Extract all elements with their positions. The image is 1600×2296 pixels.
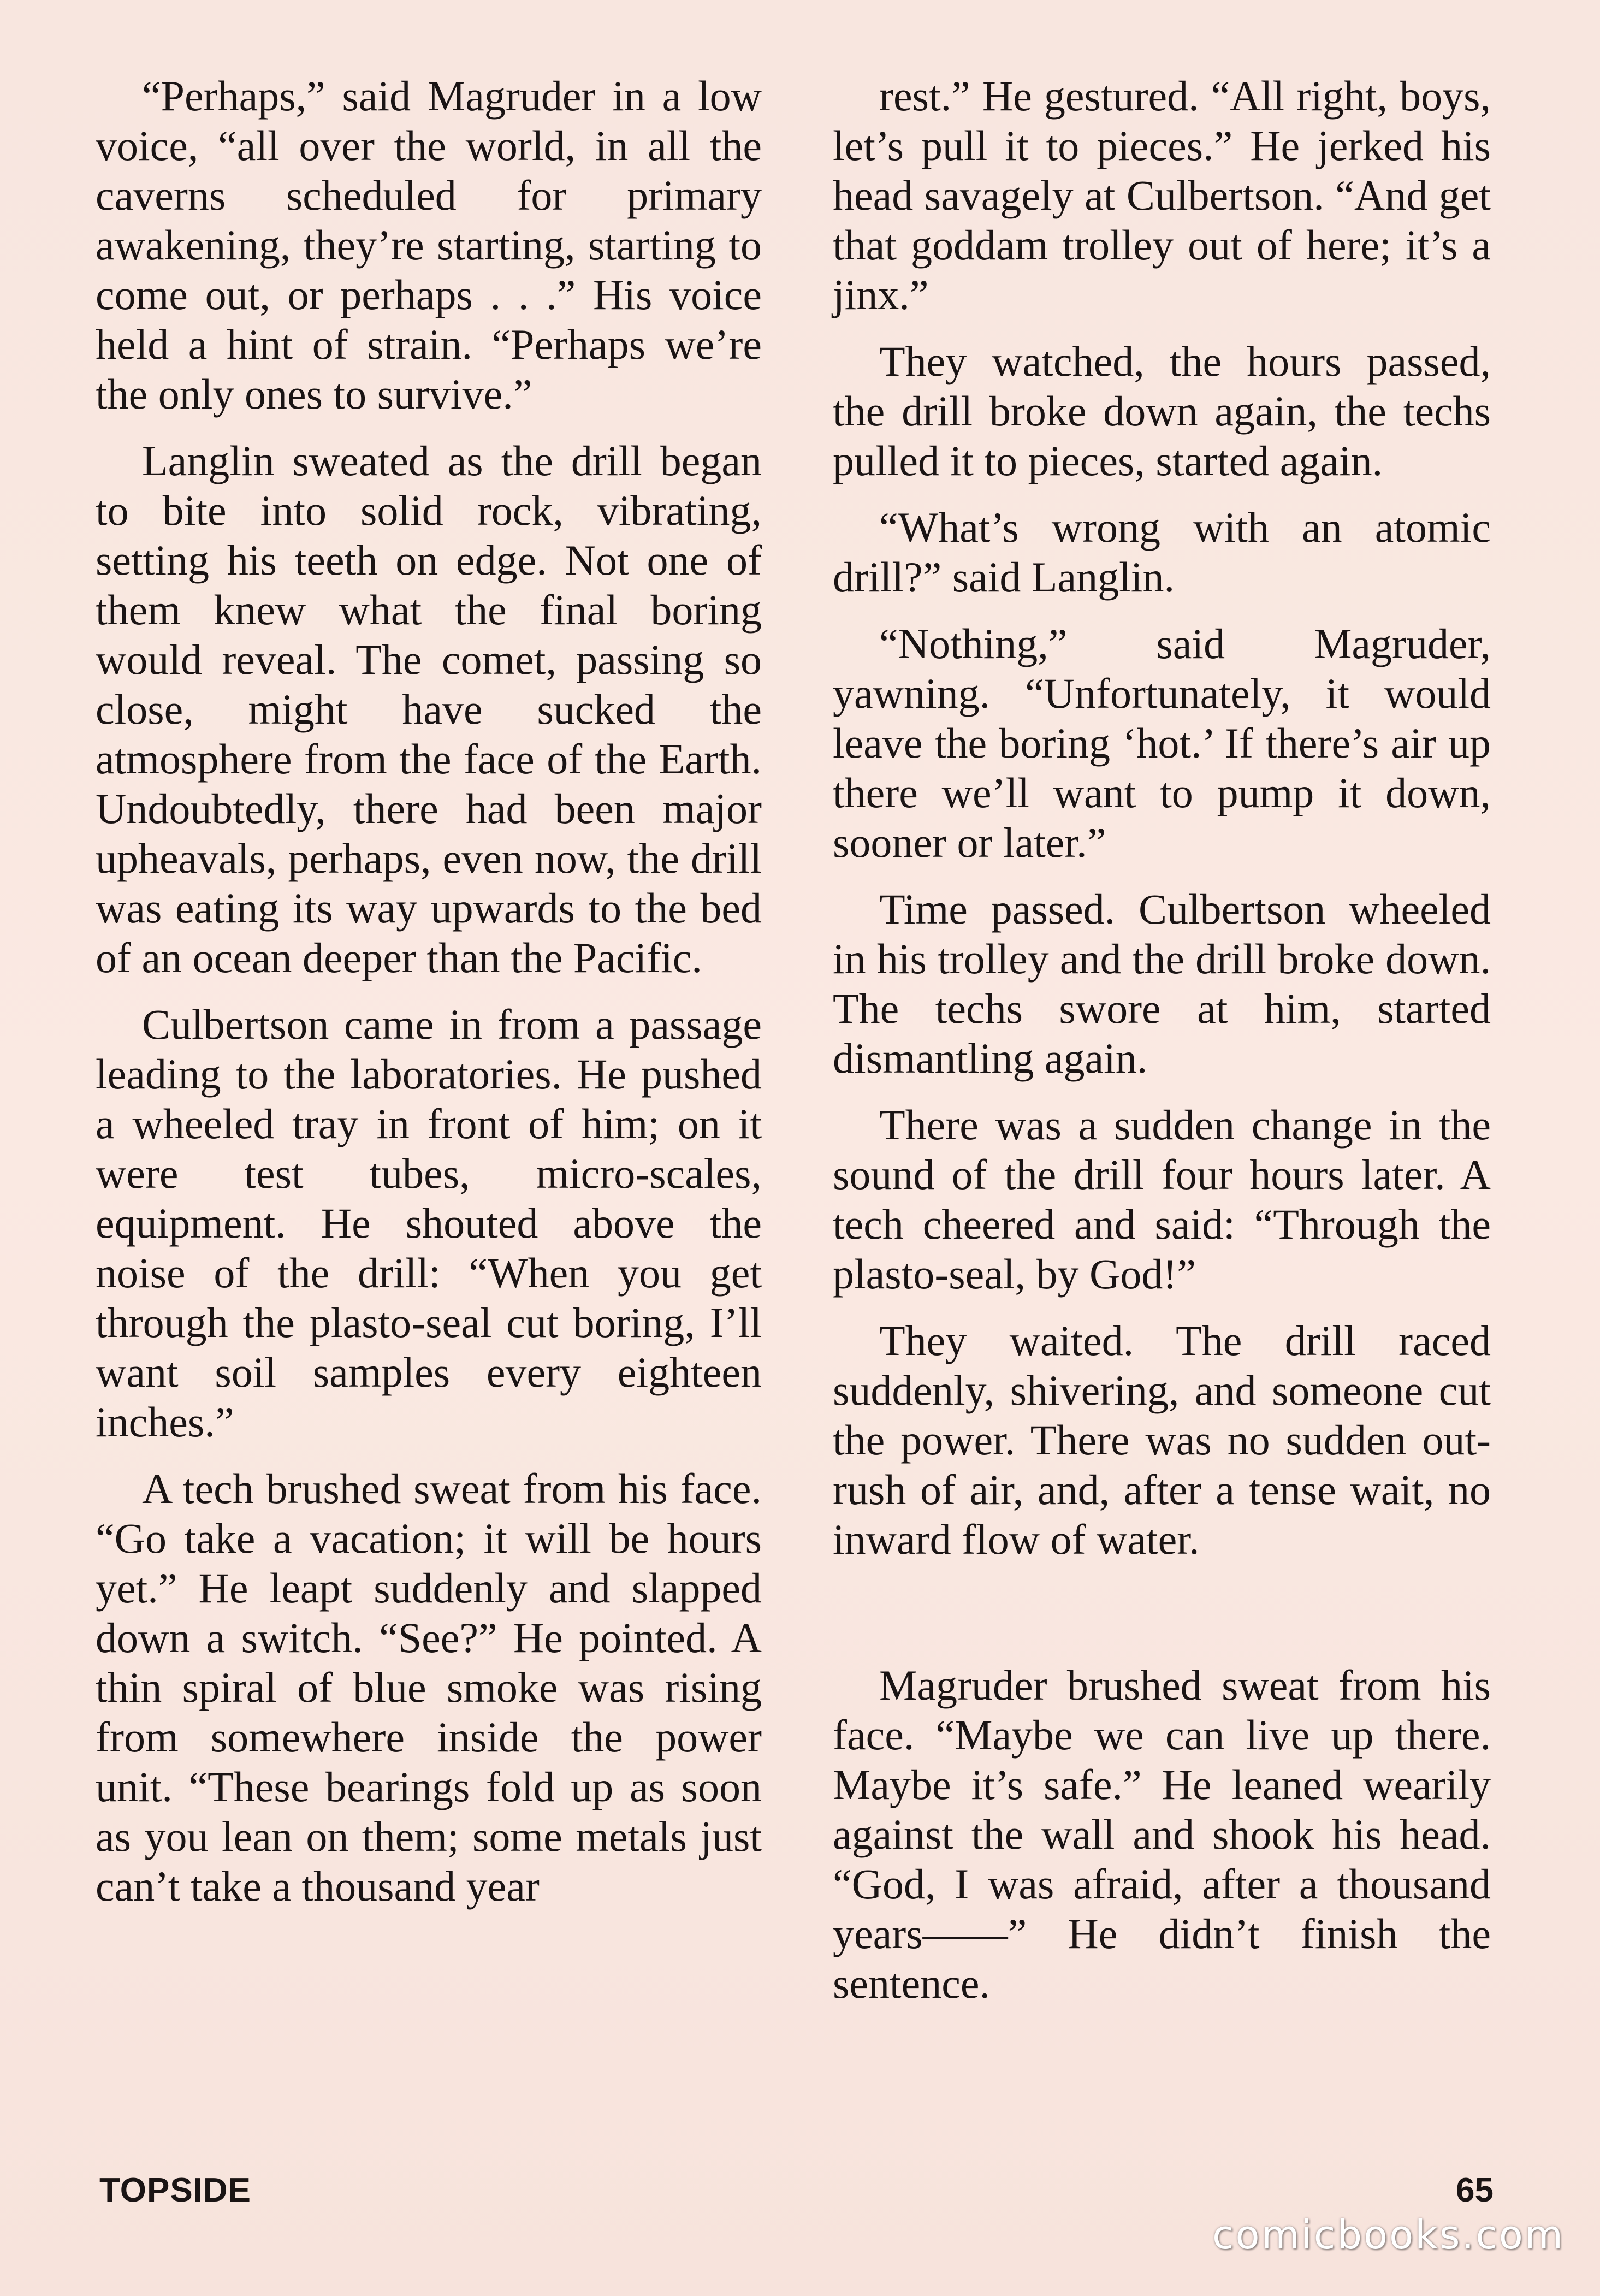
paragraph: Time passed. Culbertson wheeled in his trolley and the drill broke down. The techs swore at him, started dismantling again. [833,885,1491,1082]
paragraph: A tech brushed sweat from his face. “Go take a vacation; it will be hours yet.” He leapt suddenly and slapped down a switch. “See?” He pointed. A thin spiral of blue smoke was rising from somewhere inside the power unit. “These bearings fold up as soon as you lean on them; some metals just can’t take a thousand year [96,1465,762,1910]
paragraph: They waited. The drill raced suddenly, shivering, and someone cut the power. There was no sudden out-rush of air, and, after a tense wait, no inward flow of water. [833,1317,1491,1563]
paragraph: “Perhaps,” said Magruder in a low voice, “all over the world, in all the caverns scheduled for primary awakening, they’re starting, starting to come out, or perhaps . . .” His voice held a hint of strain. “Perhaps we’re the only ones to survive.” [96,72,762,418]
right-column [833,71,1491,2025]
paragraph: There was a sudden change in the sound of the drill four hours later. A tech cheered and said: “Through the plasto-seal, by God!” [833,1101,1491,1298]
left-column [96,71,762,1928]
paragraph: “What’s wrong with an atomic drill?” said Langlin. [833,504,1491,601]
paragraph: rest.” He gestured. “All right, boys, let’s pull it to pieces.” He jerked his head savagely at Culbertson. “And get that goddam trolley out of here; it’s a jinx.” [833,72,1491,318]
paragraph: Langlin sweated as the drill began to bite into solid rock, vibrating, setting his teeth on edge. Not one of them knew what the final boring would reveal. The comet, passing so close, might have sucked the atmosphere from the face of the Earth. Undoubtedly, there had been major upheavals, perhaps, even now, the drill was eating its way upwards to the bed of an ocean deeper than the Pacific. [96,437,762,981]
paragraph: Magruder brushed sweat from his face. “Maybe we can live up there. Maybe it’s safe.” He leaned wearily against the wall and shook his head. “God, I was afraid, after a thousand years——” He didn’t finish the sentence. [833,1661,1491,2007]
running-footer-title: TOPSIDE [99,2171,252,2209]
paragraph: Culbertson came in from a passage leading to the laboratories. He pushed a wheeled tray in front of him; on it were test tubes, micro-scales, equipment. He shouted above the noise of the drill: “When you get through the plasto-seal cut boring, I’ll want soil samples every eighteen inches.” [96,1001,762,1446]
paragraph: They watched, the hours passed, the drill broke down again, the techs pulled it to pieces, started again. [833,338,1491,484]
paragraph: “Nothing,” said Magruder, yawning. “Unfortunately, it would leave the boring ‘hot.’ If there’s air up there we’ll want to pump it down, sooner or later.” [833,620,1491,866]
section-break [833,1581,1491,1660]
watermark: comicbooks.com [1212,2212,1565,2258]
page-number: 65 [1456,2171,1494,2209]
